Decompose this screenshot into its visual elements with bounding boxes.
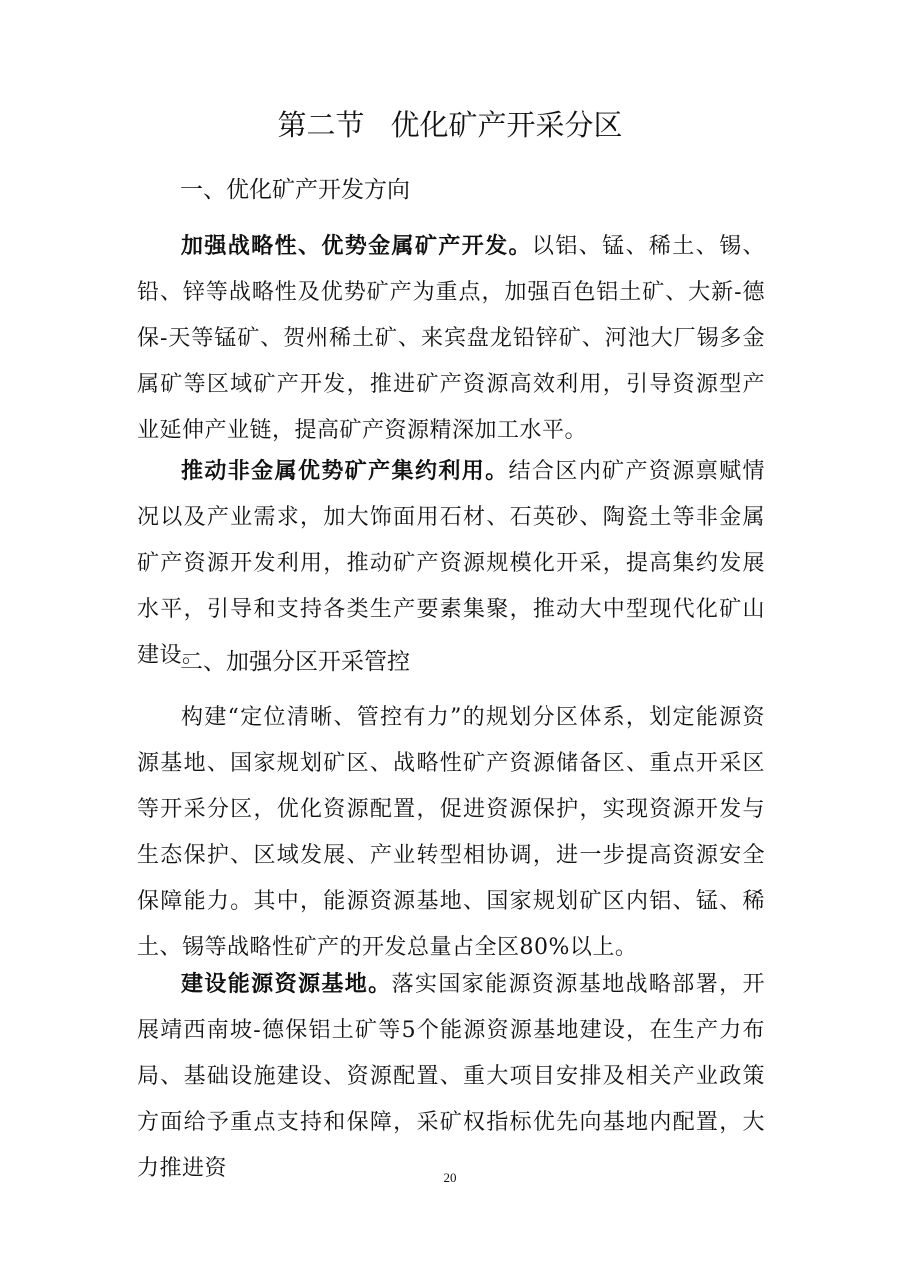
page-number: 20 (443, 1170, 457, 1185)
paragraph-lead: 推动非金属优势矿产集约利用。 (181, 459, 509, 484)
heading-optimize-direction: 一、优化矿产开发方向 (180, 177, 410, 203)
section-number: 第二节 (277, 108, 365, 142)
paragraph-text: 构建“定位清晰、管控有力”的规划分区体系，划定能源资源基地、国家规划矿区、战略性矿产资源储备区、重点开采区等开采分区，优化资源配置，促进资源保护，实现资源开发与生态保护、区域发展、产业转型相协调，进一步提高资源安全保障能力。其中，能源资源基地、国家规划矿区内铝、锰、稀土、锡等战略性矿产的开发总量占全区80%以上。 (137, 705, 765, 960)
paragraph-text: 结合区内矿产资源禀赋情况以及产业需求，加大饰面用石材、石英砂、陶瓷土等非金属矿产资源开发利用，推动矿产资源规模化开采，提高集约发展水平，引导和支持各类生产要素集聚，推动大中型现代化矿山建设。 (137, 459, 765, 668)
paragraph-metal-minerals (137, 224, 765, 454)
paragraph-lead: 建设能源资源基地。 (181, 972, 392, 997)
section-name: 优化矿产开采分区 (390, 108, 623, 142)
section-title (0, 103, 900, 147)
paragraph-lead: 加强战略性、优势金属矿产开发。 (181, 234, 532, 259)
paragraph-text: 落实国家能源资源基地战略部署，开展靖西南坡-德保铝土矿等5个能源资源基地建设，在生产力布局、基础设施建设、资源配置、重大项目安排及相关产业政策方面给予重点支持和保障，采矿权指标优先向基地内配置，大力推进资 (137, 972, 765, 1181)
paragraph-resource-base (137, 962, 765, 1192)
paragraph-zoning-system (137, 695, 765, 971)
paragraph-text: 以铝、锰、稀土、锡、铅、锌等战略性及优势矿产为重点，加强百色铝土矿、大新-德保-天等锰矿、贺州稀土矿、来宾盘龙铅锌矿、河池大厂锡多金属矿等区域矿产开发，推进矿产资源高效利用，引导资源型产业延伸产业链，提高矿产资源精深加工水平。 (137, 234, 765, 443)
heading-zoning-control: 二、加强分区开采管控 (180, 649, 410, 675)
